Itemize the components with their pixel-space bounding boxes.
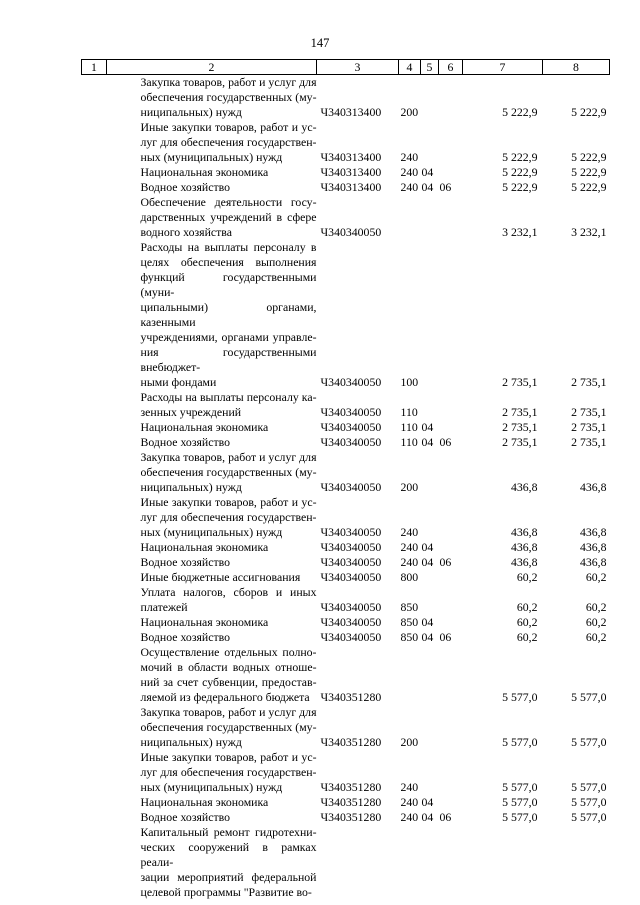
row-number-cell xyxy=(82,615,107,630)
budget-table xyxy=(81,59,610,900)
item-name-line: ципальными) органами, казенными xyxy=(140,300,317,329)
row-number-cell xyxy=(82,630,107,645)
expense-type-cell: 240 xyxy=(400,780,419,794)
row-number-cell xyxy=(82,240,107,390)
expense-type-cell xyxy=(399,645,421,705)
expense-type-cell: 200 xyxy=(400,735,419,749)
column-header-row xyxy=(82,60,610,75)
item-name-line: ных (муниципальных) нужд xyxy=(140,780,283,794)
item-name-line: Расходы на выплаты персоналу в xyxy=(140,240,317,254)
item-name-line: обеспечения государственных (му- xyxy=(140,720,317,734)
item-name-line: Национальная экономика xyxy=(140,615,269,629)
section-cell xyxy=(421,750,439,795)
row-number-cell xyxy=(82,570,107,585)
expense-type-cell: 240 xyxy=(400,150,419,164)
item-name-line: Водное хозяйство xyxy=(140,810,230,824)
item-name-cell xyxy=(107,750,317,795)
target-code-cell: Ч340340050 xyxy=(320,435,382,449)
item-name-cell xyxy=(107,420,317,435)
subsection-cell xyxy=(439,570,463,585)
amount-cell-2: 2 735,1 xyxy=(571,405,607,419)
expense-type-cell: 100 xyxy=(400,375,419,389)
item-name-line: водного хозяйства xyxy=(140,225,232,239)
amount-cell-1: 2 735,1 xyxy=(502,405,538,419)
section-cell: 04 xyxy=(421,615,434,629)
table-row xyxy=(82,120,610,165)
amount-cell-1 xyxy=(463,825,543,900)
section-cell xyxy=(421,75,439,121)
row-number-cell xyxy=(82,825,107,900)
row-number-cell xyxy=(82,540,107,555)
amount-cell-1: 60,2 xyxy=(516,600,538,614)
table-row xyxy=(82,630,610,645)
item-name-line: Национальная экономика xyxy=(140,165,269,179)
amount-cell-1: 2 735,1 xyxy=(502,375,538,389)
subsection-cell xyxy=(439,120,463,165)
expense-type-cell: 240 xyxy=(400,810,419,824)
item-name-cell xyxy=(107,570,317,585)
section-cell: 04 xyxy=(421,180,434,194)
item-name-cell xyxy=(107,450,317,495)
target-code-cell: Ч340340050 xyxy=(320,525,382,539)
subsection-cell xyxy=(439,585,463,615)
page-number: 147 xyxy=(310,36,330,50)
section-cell: 04 xyxy=(421,540,434,554)
section-cell xyxy=(421,705,439,750)
target-code-cell: Ч340340050 xyxy=(320,570,382,584)
item-name-line: Водное хозяйство xyxy=(140,180,230,194)
row-number-cell xyxy=(82,435,107,450)
item-name-line: Национальная экономика xyxy=(140,540,269,554)
table-row xyxy=(82,180,610,195)
item-name-cell xyxy=(107,810,317,825)
amount-cell-1: 436,8 xyxy=(510,555,538,569)
target-code-cell: Ч340340050 xyxy=(320,540,382,554)
item-name-line: целевой программы "Развитие во- xyxy=(140,885,312,899)
section-cell xyxy=(421,390,439,420)
item-name-line: учреждениями, органами управле- xyxy=(140,330,317,344)
section-cell xyxy=(421,240,439,390)
item-name-cell xyxy=(107,495,317,540)
item-name-cell xyxy=(107,615,317,630)
subsection-cell xyxy=(439,195,463,240)
target-code-cell: Ч340340050 xyxy=(320,600,382,614)
amount-cell-2: 60,2 xyxy=(585,615,607,629)
table-row xyxy=(82,825,610,900)
expense-type-cell: 110 xyxy=(400,405,418,419)
amount-cell-2: 5 577,0 xyxy=(571,690,607,704)
expense-type-cell: 240 xyxy=(400,165,419,179)
item-name-line: ных (муниципальных) нужд xyxy=(140,150,283,164)
subsection-cell xyxy=(439,420,463,435)
amount-cell-2: 436,8 xyxy=(579,480,607,494)
expense-type-cell: 240 xyxy=(400,525,419,539)
amount-cell-1: 2 735,1 xyxy=(502,435,538,449)
amount-cell-2: 5 222,9 xyxy=(571,165,607,179)
amount-cell-2: 2 735,1 xyxy=(571,435,607,449)
table-row xyxy=(82,810,610,825)
table-row xyxy=(82,645,610,705)
section-cell: 04 xyxy=(421,630,434,644)
target-code-cell: Ч340340050 xyxy=(320,555,382,569)
row-number-cell xyxy=(82,390,107,420)
item-name-line: ляемой из федерального бюджета xyxy=(140,690,310,704)
item-name-line: Осуществление отдельных полно- xyxy=(140,645,317,659)
target-code-cell: Ч340340050 xyxy=(320,225,382,239)
expense-type-cell: 850 xyxy=(400,615,419,629)
amount-cell-2: 2 735,1 xyxy=(571,375,607,389)
amount-cell-2: 5 577,0 xyxy=(571,780,607,794)
item-name-line: Расходы на выплаты персоналу ка- xyxy=(140,390,317,404)
item-name-line: луг для обеспечения государствен- xyxy=(140,765,317,779)
target-code-cell: Ч340351280 xyxy=(320,795,382,809)
item-name-cell xyxy=(107,240,317,390)
row-number-cell xyxy=(82,810,107,825)
section-cell: 04 xyxy=(421,165,434,179)
item-name-line: Обеспечение деятельности госу- xyxy=(140,195,317,209)
section-cell: 04 xyxy=(421,555,434,569)
item-name-line: ний за счет субвенции, предостав- xyxy=(140,675,317,689)
item-name-line: дарственных учреждений в сфере xyxy=(140,210,317,224)
item-name-cell xyxy=(107,435,317,450)
expense-type-cell: 800 xyxy=(400,570,419,584)
table-row xyxy=(82,585,610,615)
row-number-cell xyxy=(82,750,107,795)
target-code-cell: Ч340340050 xyxy=(320,405,382,419)
amount-cell-1: 5 577,0 xyxy=(502,690,538,704)
expense-type-cell: 240 xyxy=(400,180,419,194)
item-name-line: обеспечения государственных (му- xyxy=(140,90,317,104)
amount-cell-1: 5 222,9 xyxy=(502,165,538,179)
section-cell xyxy=(421,195,439,240)
table-row xyxy=(82,750,610,795)
item-name-cell xyxy=(107,825,317,900)
item-name-cell xyxy=(107,705,317,750)
table-row xyxy=(82,195,610,240)
expense-type-cell xyxy=(399,825,421,900)
expense-type-cell xyxy=(399,195,421,240)
target-code-cell: Ч340313400 xyxy=(320,150,382,164)
section-cell: 04 xyxy=(421,435,434,449)
section-cell: 04 xyxy=(421,420,434,434)
item-name-cell xyxy=(107,195,317,240)
amount-cell-1: 5 222,9 xyxy=(502,105,538,119)
column-header-4: 4 xyxy=(399,60,421,75)
item-name-line: ниципальных) нужд xyxy=(140,735,242,749)
item-name-line: ниципальных) нужд xyxy=(140,105,242,119)
amount-cell-1: 5 222,9 xyxy=(502,180,538,194)
expense-type-cell: 240 xyxy=(400,540,419,554)
item-name-line: обеспечения государственных (му- xyxy=(140,465,317,479)
table-row xyxy=(82,705,610,750)
subsection-cell xyxy=(439,750,463,795)
table-row xyxy=(82,420,610,435)
item-name-line: ния государственными внебюджет- xyxy=(140,345,317,374)
item-name-line: целях обеспечения выполнения xyxy=(140,255,317,269)
table-row xyxy=(82,240,610,390)
subsection-cell xyxy=(439,495,463,540)
target-code-cell: Ч340313400 xyxy=(320,180,382,194)
item-name-line: Национальная экономика xyxy=(140,795,269,809)
item-name-line: Капитальный ремонт гидротехни- xyxy=(140,825,317,839)
item-name-line: зации мероприятий федеральной xyxy=(140,870,317,884)
row-number-cell xyxy=(82,555,107,570)
item-name-cell xyxy=(107,540,317,555)
subsection-cell: 06 xyxy=(439,810,452,824)
target-code-cell: Ч340340050 xyxy=(320,480,382,494)
subsection-cell: 06 xyxy=(439,555,452,569)
item-name-line: Закупка товаров, работ и услуг для xyxy=(140,705,317,719)
table-row xyxy=(82,450,610,495)
item-name-line: ниципальных) нужд xyxy=(140,480,242,494)
item-name-cell xyxy=(107,165,317,180)
amount-cell-2: 5 577,0 xyxy=(571,795,607,809)
amount-cell-1: 60,2 xyxy=(516,630,538,644)
expense-type-cell: 850 xyxy=(400,600,419,614)
section-cell xyxy=(421,570,439,585)
subsection-cell: 06 xyxy=(439,435,452,449)
section-cell xyxy=(421,585,439,615)
amount-cell-2: 60,2 xyxy=(585,570,607,584)
column-header-6: 6 xyxy=(439,60,463,75)
amount-cell-1: 2 735,1 xyxy=(502,420,538,434)
section-cell xyxy=(421,495,439,540)
column-header-7: 7 xyxy=(463,60,543,75)
row-number-cell xyxy=(82,585,107,615)
amount-cell-1: 60,2 xyxy=(516,615,538,629)
item-name-cell xyxy=(107,630,317,645)
amount-cell-2: 2 735,1 xyxy=(571,420,607,434)
subsection-cell xyxy=(439,165,463,180)
amount-cell-1: 3 232,1 xyxy=(502,225,538,239)
table-row xyxy=(82,555,610,570)
row-number-cell xyxy=(82,705,107,750)
expense-type-cell: 240 xyxy=(400,555,419,569)
table-row xyxy=(82,615,610,630)
row-number-cell xyxy=(82,165,107,180)
expense-type-cell: 110 xyxy=(400,435,418,449)
subsection-cell xyxy=(439,705,463,750)
item-name-line: ческих сооружений в рамках реали- xyxy=(140,840,317,869)
item-name-line: зенных учреждений xyxy=(140,405,242,419)
section-cell xyxy=(421,120,439,165)
subsection-cell: 06 xyxy=(439,630,452,644)
item-name-line: платежей xyxy=(140,600,188,614)
section-cell xyxy=(421,825,439,900)
amount-cell-2: 5 577,0 xyxy=(571,810,607,824)
amount-cell-2: 60,2 xyxy=(585,630,607,644)
target-code-cell: Ч340340050 xyxy=(320,630,382,644)
section-cell xyxy=(421,645,439,705)
target-code-cell: Ч340340050 xyxy=(320,615,382,629)
subsection-cell xyxy=(439,390,463,420)
expense-type-cell: 110 xyxy=(400,420,418,434)
target-code-cell: Ч340313400 xyxy=(320,165,382,179)
item-name-line: ными фондами xyxy=(140,375,217,389)
amount-cell-1: 436,8 xyxy=(510,540,538,554)
amount-cell-2: 5 222,9 xyxy=(571,105,607,119)
table-row xyxy=(82,495,610,540)
subsection-cell xyxy=(439,75,463,121)
item-name-line: Иные закупки товаров, работ и ус- xyxy=(140,750,317,764)
subsection-cell xyxy=(439,795,463,810)
amount-cell-2 xyxy=(543,825,610,900)
column-header-3: 3 xyxy=(317,60,399,75)
item-name-line: мочий в области водных отноше- xyxy=(140,660,317,674)
table-row xyxy=(82,540,610,555)
column-header-8: 8 xyxy=(543,60,610,75)
table-row xyxy=(82,435,610,450)
item-name-cell xyxy=(107,645,317,705)
amount-cell-2: 5 222,9 xyxy=(571,180,607,194)
expense-type-cell: 240 xyxy=(400,795,419,809)
row-number-cell xyxy=(82,420,107,435)
item-name-line: луг для обеспечения государствен- xyxy=(140,135,317,149)
section-cell xyxy=(421,450,439,495)
row-number-cell xyxy=(82,180,107,195)
amount-cell-2: 436,8 xyxy=(579,555,607,569)
amount-cell-1: 5 577,0 xyxy=(502,780,538,794)
item-name-cell xyxy=(107,75,317,121)
item-name-line: луг для обеспечения государствен- xyxy=(140,510,317,524)
subsection-cell xyxy=(439,645,463,705)
section-cell: 04 xyxy=(421,810,434,824)
item-name-line: ных (муниципальных) нужд xyxy=(140,525,283,539)
subsection-cell xyxy=(439,450,463,495)
amount-cell-2: 5 577,0 xyxy=(571,735,607,749)
row-number-cell xyxy=(82,645,107,705)
amount-cell-2: 5 222,9 xyxy=(571,150,607,164)
target-code-cell: Ч340313400 xyxy=(320,105,382,119)
section-cell: 04 xyxy=(421,795,434,809)
item-name-line: Уплата налогов, сборов и иных xyxy=(140,585,317,599)
table-row xyxy=(82,75,610,121)
item-name-line: Национальная экономика xyxy=(140,420,269,434)
target-code-cell: Ч340351280 xyxy=(320,780,382,794)
subsection-cell xyxy=(439,240,463,390)
amount-cell-1: 5 222,9 xyxy=(502,150,538,164)
column-header-2: 2 xyxy=(107,60,317,75)
expense-type-cell: 850 xyxy=(400,630,419,644)
column-header-1: 1 xyxy=(82,60,107,75)
amount-cell-1: 60,2 xyxy=(516,570,538,584)
target-code-cell: Ч340340050 xyxy=(320,420,382,434)
item-name-line: Водное хозяйство xyxy=(140,555,230,569)
amount-cell-1: 436,8 xyxy=(510,525,538,539)
target-code-cell xyxy=(317,825,399,900)
subsection-cell xyxy=(439,540,463,555)
expense-type-cell: 200 xyxy=(400,105,419,119)
row-number-cell xyxy=(82,495,107,540)
amount-cell-1: 436,8 xyxy=(510,480,538,494)
amount-cell-2: 60,2 xyxy=(585,600,607,614)
item-name-cell xyxy=(107,120,317,165)
amount-cell-1: 5 577,0 xyxy=(502,795,538,809)
subsection-cell xyxy=(439,825,463,900)
amount-cell-2: 436,8 xyxy=(579,540,607,554)
row-number-cell xyxy=(82,195,107,240)
table-row xyxy=(82,165,610,180)
subsection-cell: 06 xyxy=(439,180,452,194)
item-name-cell xyxy=(107,390,317,420)
expense-type-cell: 200 xyxy=(400,480,419,494)
row-number-cell xyxy=(82,450,107,495)
item-name-line: Иные закупки товаров, работ и ус- xyxy=(140,495,317,509)
item-name-line: Закупка товаров, работ и услуг для xyxy=(140,75,317,89)
item-name-line: Водное хозяйство xyxy=(140,435,230,449)
subsection-cell xyxy=(439,615,463,630)
item-name-line: Закупка товаров, работ и услуг для xyxy=(140,450,317,464)
target-code-cell: Ч340351280 xyxy=(320,690,382,704)
target-code-cell: Ч340351280 xyxy=(320,810,382,824)
table-row xyxy=(82,390,610,420)
table-row xyxy=(82,795,610,810)
item-name-cell xyxy=(107,555,317,570)
item-name-cell xyxy=(107,180,317,195)
amount-cell-1: 5 577,0 xyxy=(502,810,538,824)
table-row xyxy=(82,570,610,585)
item-name-line: функций государственными (муни- xyxy=(140,270,317,299)
item-name-cell xyxy=(107,585,317,615)
item-name-cell xyxy=(107,795,317,810)
column-header-5: 5 xyxy=(421,60,439,75)
amount-cell-2: 3 232,1 xyxy=(571,225,607,239)
item-name-line: Иные закупки товаров, работ и ус- xyxy=(140,120,317,134)
target-code-cell: Ч340340050 xyxy=(320,375,382,389)
target-code-cell: Ч340351280 xyxy=(320,735,382,749)
item-name-line: Водное хозяйство xyxy=(140,630,230,644)
item-name-line: Иные бюджетные ассигнования xyxy=(140,570,301,584)
row-number-cell xyxy=(82,120,107,165)
row-number-cell xyxy=(82,75,107,121)
table-body xyxy=(82,75,610,901)
amount-cell-1: 5 577,0 xyxy=(502,735,538,749)
amount-cell-2: 436,8 xyxy=(579,525,607,539)
row-number-cell xyxy=(82,795,107,810)
